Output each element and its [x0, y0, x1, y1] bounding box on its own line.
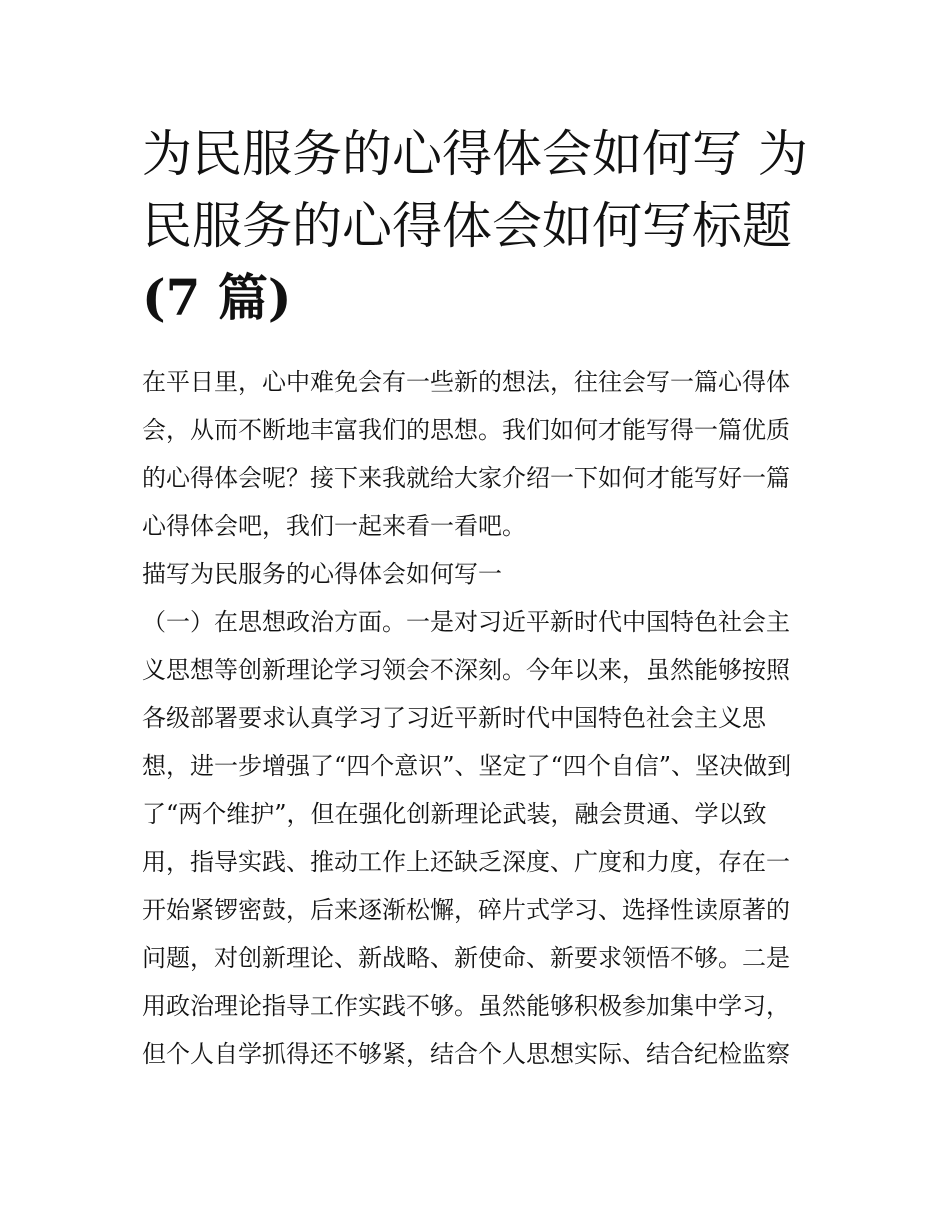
paragraph-line: 想，进一步增强了“四个意识”、坚定了“四个自信”、坚决做到: [142, 752, 792, 780]
paragraph-line: 开始紧锣密鼓，后来逐渐松懈，碎片式学习、选择性读原著的: [142, 896, 790, 924]
paragraph-line: 会，从而不断地丰富我们的思想。我们如何才能写得一篇优质: [142, 416, 790, 444]
paragraph-line: 的心得体会呢？接下来我就给大家介绍一下如何才能写好一篇: [142, 464, 790, 492]
paragraph-line: 用，指导实践、推动工作上还缺乏深度、广度和力度，存在一: [142, 848, 790, 876]
title-line: 为民服务的心得体会如何写 为: [142, 125, 808, 183]
title-line: 民服务的心得体会如何写标题: [142, 197, 792, 255]
paragraph-line: 问题，对创新理论、新战略、新使命、新要求领悟不够。二是: [142, 944, 790, 972]
document-body: [142, 358, 822, 1078]
paragraph-line: 用政治理论指导工作实践不够。虽然能够积极参加集中学习，: [142, 992, 790, 1020]
paragraph-line: 各级部署要求认真学习了习近平新时代中国特色社会主义思: [142, 704, 766, 732]
document-title: [142, 118, 822, 334]
paragraph-line: 但个人自学抓得还不够紧，结合个人思想实际、结合纪检监察: [142, 1040, 790, 1068]
title-line: (7 篇): [142, 268, 292, 327]
paragraph-line: 了“两个维护”，但在强化创新理论武装，融会贯通、学以致: [142, 800, 767, 828]
paragraph-line: （一）在思想政治方面。一是对习近平新时代中国特色社会主: [142, 608, 790, 636]
paragraph-line: 心得体会吧，我们一起来看一看吧。: [142, 512, 526, 540]
paragraph-line: 在平日里，心中难免会有一些新的想法，往往会写一篇心得体: [142, 368, 790, 396]
section-heading: 描写为民服务的心得体会如何写一: [142, 560, 502, 588]
paragraph-line: 义思想等创新理论学习领会不深刻。今年以来，虽然能够按照: [142, 656, 790, 684]
